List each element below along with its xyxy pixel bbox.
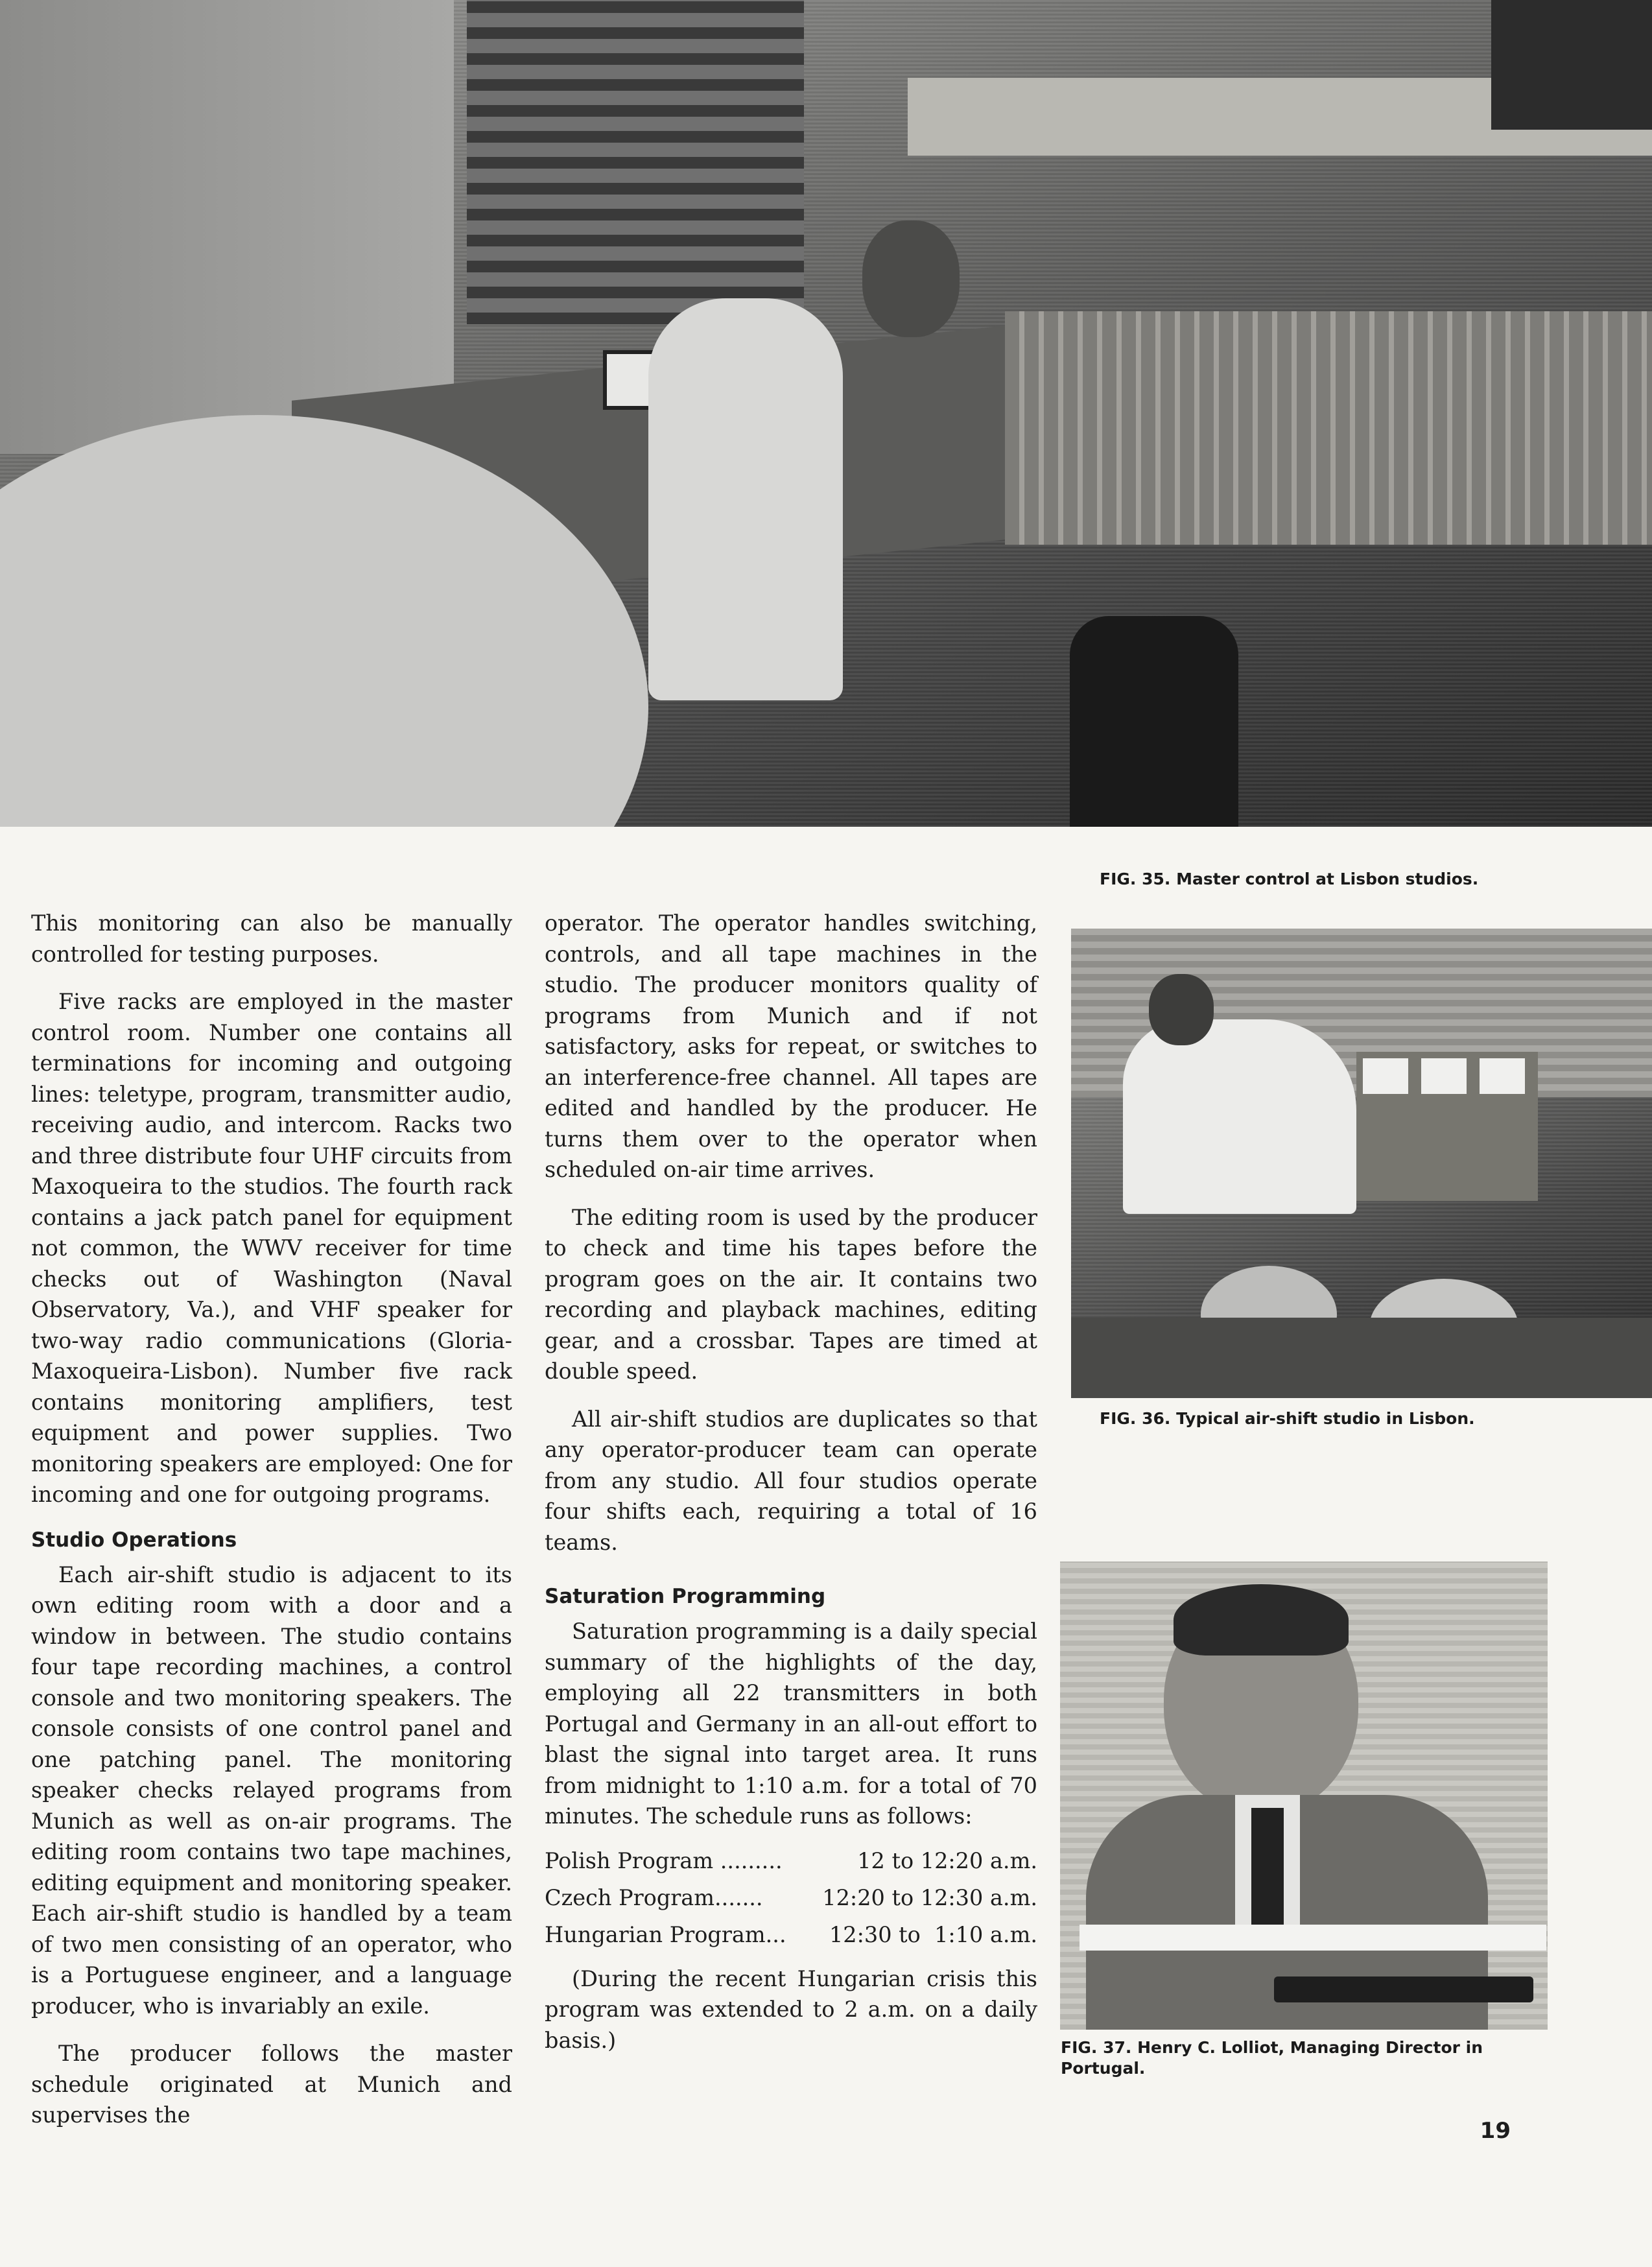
column2-paragraph: (During the recent Hungarian crisis this program was extended to 2 a.m. on a daily basis.): [545, 1965, 1037, 2053]
column2-paragraph: Saturation programming is a daily special summary of the highlights of the day, employing all 22 transmitters in both Portugal and Germany in an all-out effort to blast the signal into target area. It runs from midnight to 1:10 a.m. for a total of 70 minutes. The schedule runs as follows:: [545, 1619, 1037, 1829]
column1-paragraph: This monitoring can also be manually controlled for testing purposes.: [31, 910, 512, 967]
column2-paragraph: operator. The operator handles switching, controls, and all tape machines in the studio. The producer monitors quality of programs from Munich and if not satisfactory, asks for repeat, or switches to an interference-free channel. All tapes are edited and handled by the producer. He turns them over to the operator when scheduled on-air time arrives.: [545, 910, 1037, 1182]
article-column-1: [31, 908, 512, 2148]
caption-fig-36: FIG. 36. Typical air-shift studio in Lisbon.: [1100, 1409, 1475, 1428]
caption-fig-35: FIG. 35. Master control at Lisbon studios.: [1100, 870, 1479, 888]
program-schedule: [545, 1842, 1037, 1953]
photo-portrait-lolliot: [1060, 1561, 1548, 2030]
section-heading-saturation-programming: Saturation Programming: [545, 1585, 826, 1608]
column1-paragraph: Each air-shift studio is adjacent to its own editing room with a door and a window in between. The studio contains four tape recording machines, a control console and two monitoring speakers. The console consists of one control panel and one patching panel. The monitoring speaker checks relayed programs from Munich as well as on-air programs. The editing room contains two tape machines, editing equipment and monitoring speaker. Each air-shift studio is handled by a team of two men consisting of an operator, who is a Portuguese engineer, and a language producer, who is invariably an exile.: [31, 1561, 512, 2019]
photo-master-control: [0, 0, 1652, 827]
caption-fig-37: FIG. 37. Henry C. Lolliot, Managing Director in Portugal.: [1061, 2038, 1483, 2078]
column1-paragraph: The producer follows the master schedule originated at Munich and supervises the: [31, 2041, 512, 2128]
column2-paragraph: All air-shift studios are duplicates so that any operator-producer team can operate from any studio. All four studios operate four shifts each, requiring a total of 16 teams.: [545, 1406, 1037, 1555]
schedule-row: Polish Program ......... 12 to 12:20 a.m.: [545, 1847, 1037, 1873]
schedule-row: Czech Program....... 12:20 to 12:30 a.m.: [545, 1884, 1037, 1910]
article-column-2: [545, 908, 1037, 2072]
column1-paragraph: Five racks are employed in the master control room. Number one contains all terminations for incoming and outgoing lines: teletype, program, transmitter audio, receiving audio, and intercom. Racks two and three distribute four UHF circuits from Maxoqueira to the studios. The fourth rack contains a jack patch panel for equipment not common, the WWV receiver for time checks out of Washington (Naval Observatory, Va.), and VHF speaker for two-way radio communications (Gloria-Maxoqueira-Lisbon). Number five rack contains monitoring amplifiers, test equipment and power supplies. Two monitoring speakers are employed: One for incoming and one for outgoing programs.: [31, 989, 512, 1507]
section-heading-studio-operations: Studio Operations: [31, 1528, 237, 1552]
page-number: 19: [1480, 2118, 1511, 2144]
schedule-row: Hungarian Program... 12:30 to 1:10 a.m.: [545, 1921, 1037, 1947]
photo-air-shift-studio: [1071, 929, 1652, 1398]
column2-paragraph: The editing room is used by the producer to check and time his tapes before the program goes on the air. It contains two recording and playback machines, editing gear, and a crossbar. Tapes are timed at double speed.: [545, 1204, 1037, 1384]
